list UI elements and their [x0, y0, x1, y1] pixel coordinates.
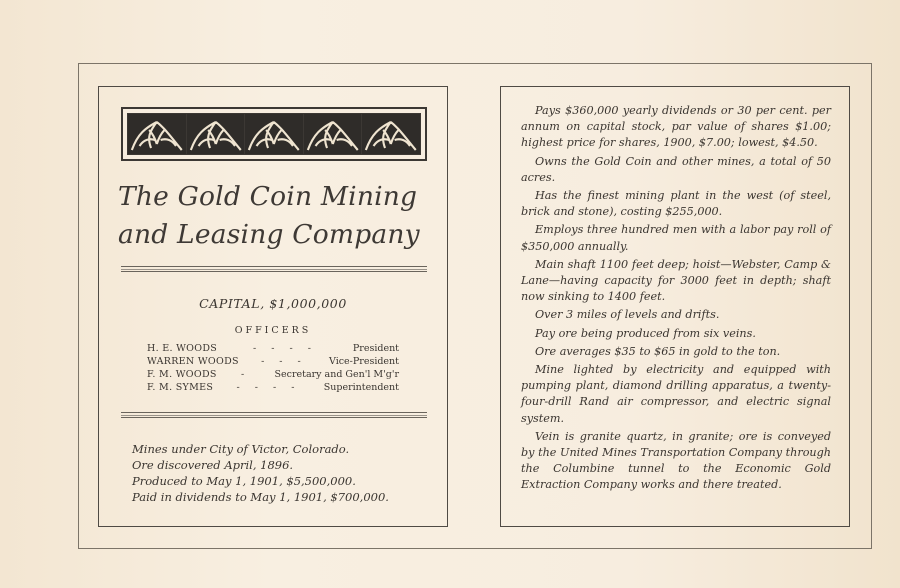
officer-name: WARREN WOODS	[147, 356, 239, 367]
officer-name: F. M. WOODS	[147, 369, 217, 380]
title-line-1: The Gold Coin Mining	[118, 181, 418, 212]
officer-row	[147, 343, 399, 354]
officer-leader: - - -	[261, 356, 307, 367]
detail-paragraph: Mine lighted by electricity and equipped with pumping plant, diamond drilling apparatus, a twenty-four-drill Rand air compressor, and electric signal system.	[521, 363, 831, 425]
leaf-ornament-icon	[128, 114, 187, 154]
officer-row	[147, 356, 399, 367]
detail-paragraph: Has the finest mining plant in the west (of steel, brick and stone), costing $255,000.	[521, 189, 831, 219]
officer-leader: - - - -	[236, 382, 301, 393]
mine-facts	[132, 441, 432, 505]
divider-rule	[121, 412, 427, 418]
officer-role: Superintendent	[323, 382, 399, 393]
detail-paragraph: Ore averages $35 to $65 in gold to the ton.	[535, 344, 781, 358]
company-title	[118, 178, 438, 254]
fact-line: Produced to May 1, 1901, $5,500,000.	[132, 474, 356, 488]
company-details	[521, 103, 831, 496]
detail-paragraph: Owns the Gold Coin and other mines, a total of 50 acres.	[521, 154, 831, 184]
officer-name: F. M. SYMES	[147, 382, 214, 393]
officers-heading: OFFICERS	[234, 325, 312, 336]
fact-line: Mines under City of Victor, Colorado.	[132, 442, 350, 456]
detail-paragraph: Employs three hundred men with a labor pay roll of $350,000 annually.	[521, 223, 831, 253]
fact-line: Ore discovered April, 1896.	[132, 458, 294, 472]
officer-leader: -	[240, 369, 251, 380]
detail-paragraph: Pay ore being produced from six veins.	[535, 326, 756, 340]
officer-role: President	[352, 343, 399, 354]
detail-paragraph: Vein is granite quartz, in granite; ore is conveyed by the United Mines Transportation Company through the Columbine tunnel to the Economic Gold Extraction Company works and there treated.	[521, 429, 831, 492]
officer-row	[147, 369, 399, 380]
officer-role: Vice-President	[329, 356, 399, 367]
decorative-leaf-border	[121, 107, 427, 161]
capital-line: CAPITAL, $1,000,000	[199, 296, 347, 311]
officer-leader: - - - -	[253, 343, 317, 354]
fact-line: Paid in dividends to May 1, 1901, $700,000.	[132, 490, 389, 504]
leaf-ornament-icon	[304, 114, 363, 154]
leaf-ornament-icon	[187, 114, 246, 154]
leaf-ornament-icon	[362, 114, 420, 154]
officer-name: H. E. WOODS	[147, 343, 218, 354]
officer-role: Secretary and Gen'l M'g'r	[274, 369, 399, 380]
leaf-ornament-icon	[245, 114, 304, 154]
detail-paragraph: Over 3 miles of levels and drifts.	[535, 308, 720, 322]
detail-paragraph: Main shaft 1100 feet deep; hoist—Webster, Camp & Lane—having capacity for 3000 feet in depth; shaft now sinking to 1400 feet.	[521, 257, 831, 304]
title-line-2: and Leasing Company	[118, 219, 420, 250]
officer-row	[147, 382, 399, 393]
divider-rule	[121, 266, 427, 272]
detail-paragraph: Pays $360,000 yearly dividends or 30 per cent. per annum on capital stock, par value of shares $1.00; highest price for shares, 1900, $7.00; lowest, $4.50.	[521, 104, 831, 150]
